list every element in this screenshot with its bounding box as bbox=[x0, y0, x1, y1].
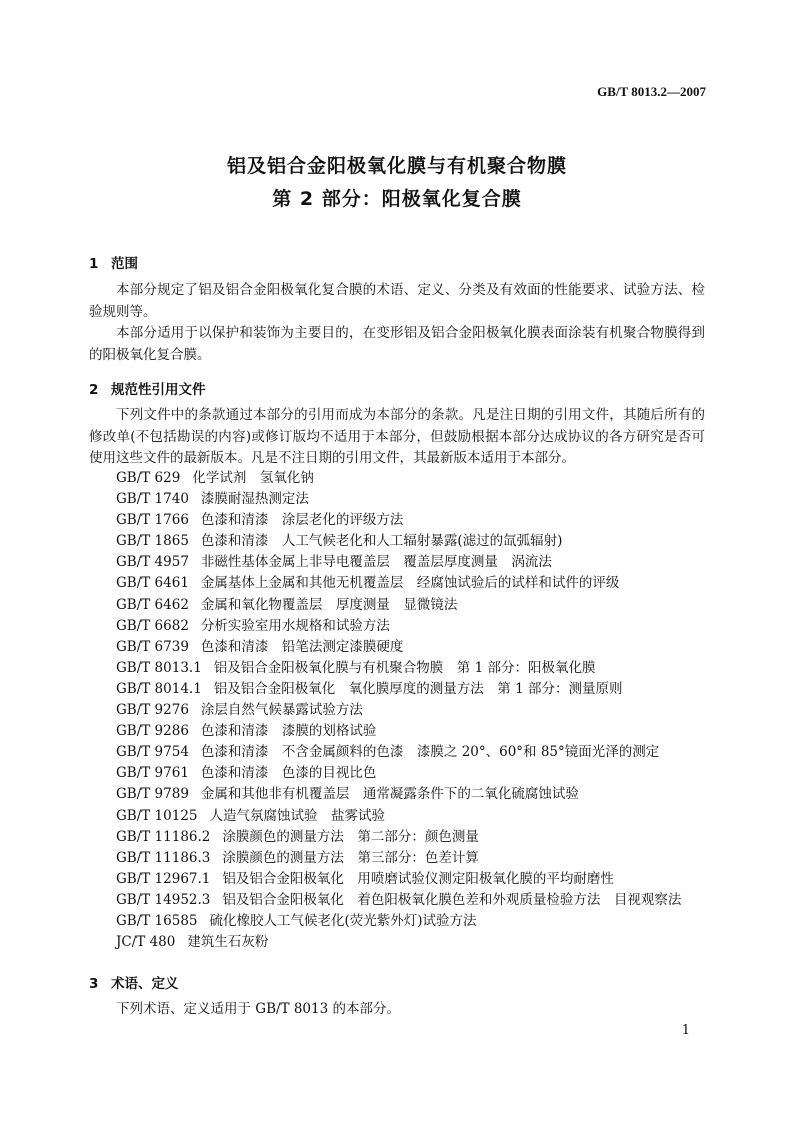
reference-code: GB/T 1766 bbox=[116, 512, 189, 529]
reference-item bbox=[116, 679, 681, 700]
reference-code: GB/T 1865 bbox=[116, 533, 189, 550]
reference-code: GB/T 8014.1 bbox=[116, 680, 202, 697]
section-2-paragraph-1: 下列文件中的条款通过本部分的引用而成为本部分的条款。凡是注日期的引用文件，其随后所有的修改单(不包括勘误的内容)或修订版均不适用于本部分，但鼓励根据本部分达成协议的各方研究是否可使用这些文件的最新版本。凡是不注日期的引用文件，其最新版本适用于本部分。 bbox=[89, 407, 705, 466]
reference-code: GB/T 6682 bbox=[116, 617, 189, 634]
reference-title: 硫化橡胶人工气候老化(荧光紫外灯)试验方法 bbox=[209, 912, 477, 929]
document-title-line1: 铝及铝合金阳极氧化膜与有机聚合物膜 bbox=[226, 155, 567, 177]
normative-reference-list bbox=[116, 468, 681, 953]
document-title-line2: 第 2 部分：阳极氧化复合膜 bbox=[272, 188, 522, 210]
reference-title: 建筑生石灰粉 bbox=[187, 934, 269, 951]
section-number: 1 bbox=[89, 256, 99, 272]
reference-code: GB/T 8013.1 bbox=[116, 659, 202, 676]
reference-item bbox=[116, 573, 681, 594]
reference-title: 涂膜颜色的测量方法 第二部分：颜色测量 bbox=[222, 828, 479, 845]
reference-item bbox=[116, 658, 681, 679]
section-3-paragraph-1: 下列术语、定义适用于 GB/T 8013 的本部分。 bbox=[116, 1001, 400, 1017]
reference-code: GB/T 9754 bbox=[116, 744, 189, 761]
section-1-paragraph-1: 本部分规定了铝及铝合金阳极氧化复合膜的术语、定义、分类及有效面的性能要求、试验方法、检验规则等。 bbox=[89, 282, 705, 320]
standard-number: GB/T 8013.2—2007 bbox=[597, 84, 706, 99]
reference-code: GB/T 6462 bbox=[116, 596, 189, 613]
reference-item bbox=[116, 827, 681, 848]
reference-title: 金属基体上金属和其他无机覆盖层 经腐蚀试验后的试样和试件的评级 bbox=[200, 575, 620, 592]
reference-item bbox=[116, 552, 681, 573]
reference-code: GB/T 9276 bbox=[116, 702, 189, 719]
reference-title: 铝及铝合金阳极氧化 氧化膜厚度的测量方法 第 1 部分：测量原则 bbox=[213, 680, 623, 697]
reference-item bbox=[116, 742, 681, 763]
reference-title: 涂膜颜色的测量方法 第三部分：色差计算 bbox=[222, 849, 479, 866]
reference-code: GB/T 9761 bbox=[116, 765, 189, 782]
reference-title: 涂层自然气候暴露试验方法 bbox=[200, 702, 363, 719]
reference-item bbox=[116, 911, 681, 932]
reference-item bbox=[116, 468, 681, 489]
section-1-heading bbox=[89, 252, 138, 272]
reference-item bbox=[116, 616, 681, 637]
section-3-heading bbox=[89, 972, 179, 992]
reference-code: GB/T 6461 bbox=[116, 575, 189, 592]
reference-title: 非磁性基体金属上非导电覆盖层 覆盖层厚度测量 涡流法 bbox=[200, 554, 552, 571]
reference-title: 分析实验室用水规格和试验方法 bbox=[200, 617, 390, 634]
section-number: 3 bbox=[89, 976, 99, 992]
reference-code: GB/T 12967.1 bbox=[116, 870, 211, 887]
reference-code: GB/T 11186.3 bbox=[116, 849, 211, 866]
reference-title: 化学试剂 氢氧化钠 bbox=[192, 470, 314, 486]
reference-title: 色漆和清漆 色漆的目视比色 bbox=[200, 765, 377, 782]
section-title: 术语、定义 bbox=[111, 976, 179, 992]
reference-item bbox=[116, 869, 681, 890]
reference-title: 铝及铝合金阳极氧化膜与有机聚合物膜 第 1 部分：阳极氧化膜 bbox=[213, 659, 596, 676]
reference-item bbox=[116, 595, 681, 616]
reference-item bbox=[116, 848, 681, 869]
reference-title: 色漆和清漆 铅笔法测定漆膜硬度 bbox=[200, 638, 404, 655]
section-title: 规范性引用文件 bbox=[111, 382, 206, 398]
reference-item bbox=[116, 510, 681, 531]
page-number: 1 bbox=[681, 1023, 690, 1038]
reference-code: GB/T 4957 bbox=[116, 554, 189, 571]
section-2-heading bbox=[89, 378, 206, 398]
reference-code: GB/T 1740 bbox=[116, 491, 189, 508]
reference-item bbox=[116, 489, 681, 510]
reference-item bbox=[116, 531, 681, 552]
reference-item bbox=[116, 721, 681, 742]
reference-code: GB/T 9286 bbox=[116, 723, 189, 740]
reference-item bbox=[116, 637, 681, 658]
section-number: 2 bbox=[89, 382, 99, 398]
reference-title: 金属和氧化物覆盖层 厚度测量 显微镜法 bbox=[200, 596, 458, 613]
reference-code: GB/T 9789 bbox=[116, 786, 189, 803]
reference-item bbox=[116, 932, 681, 953]
reference-code: GB/T 16585 bbox=[116, 912, 198, 929]
section-title: 范围 bbox=[111, 256, 138, 272]
reference-item bbox=[116, 890, 681, 911]
reference-item bbox=[116, 700, 681, 721]
reference-title: 色漆和清漆 涂层老化的评级方法 bbox=[200, 512, 404, 529]
reference-code: GB/T 629 bbox=[116, 470, 181, 486]
reference-title: 铝及铝合金阳极氧化 用喷磨试验仪测定阳极氧化膜的平均耐磨性 bbox=[222, 870, 614, 887]
reference-code: GB/T 10125 bbox=[116, 807, 198, 824]
reference-code: JC/T 480 bbox=[116, 934, 176, 951]
reference-title: 人造气氛腐蚀试验 盐雾试验 bbox=[209, 807, 385, 824]
reference-code: GB/T 11186.2 bbox=[116, 828, 211, 845]
reference-code: GB/T 6739 bbox=[116, 638, 189, 655]
reference-item bbox=[116, 763, 681, 784]
reference-item bbox=[116, 806, 681, 827]
reference-title: 漆膜耐湿热测定法 bbox=[200, 491, 309, 508]
reference-title: 色漆和清漆 人工气候老化和人工辐射暴露(滤过的氙弧辐射) bbox=[200, 533, 563, 550]
reference-item bbox=[116, 784, 681, 805]
reference-title: 色漆和清漆 不含金属颜料的色漆 漆膜之 20°、60°和 85°镜面光泽的测定 bbox=[200, 744, 660, 761]
section-1-paragraph-2: 本部分适用于以保护和装饰为主要目的，在变形铝及铝合金阳极氧化膜表面涂装有机聚合物膜得到的阳极氧化复合膜。 bbox=[89, 325, 705, 363]
reference-title: 色漆和清漆 漆膜的划格试验 bbox=[200, 723, 377, 740]
reference-title: 铝及铝合金阳极氧化 着色阳极氧化膜色差和外观质量检验方法 目视观察法 bbox=[222, 891, 682, 908]
reference-title: 金属和其他非有机覆盖层 通常凝露条件下的二氧化硫腐蚀试验 bbox=[200, 786, 579, 803]
reference-code: GB/T 14952.3 bbox=[116, 891, 211, 908]
